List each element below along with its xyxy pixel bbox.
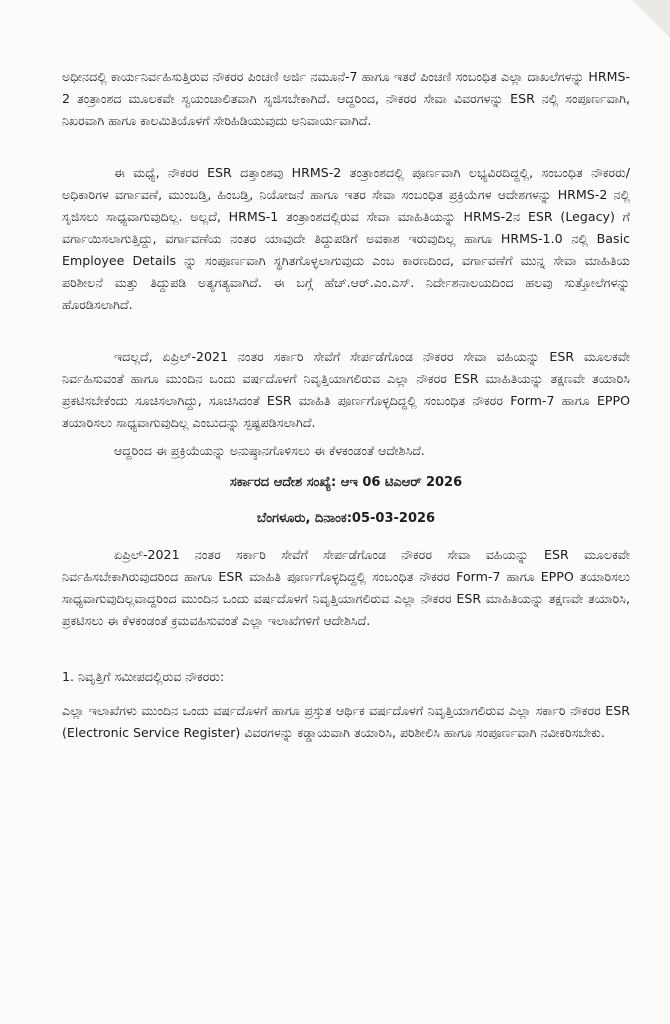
paragraph-order-directive: ಏಪ್ರಿಲ್-2021 ನಂತರ ಸರ್ಕಾರಿ ಸೇವೆಗೆ ಸೇರ್ಪಡೆಗೊಂಡ ನೌಕರರ ಸೇವಾ ವಹಿಯನ್ನು ESR ಮೂಲಕವೇ ನಿರ್ವಹಿಸಬೇಕಾಗಿರುವುದರಿಂದ ಹಾಗೂ ESR ಮಾಹಿತಿ ಪೂರ್ಣಗೊಳ್ಳದಿದ್ದಲ್ಲಿ ಸಂಬಂಧಿತ ನೌಕರರ Form-7 ಹಾಗೂ EPPO ತಯಾರಿಸಲು ಸಾಧ್ಯವಾಗುವುದಿಲ್ಲವಾದ್ದರಿಂದ ಮುಂದಿನ ಒಂದು ವರ್ಷದೊಳಗೆ ನಿವೃತ್ತಿಯಾಗಲಿರುವ ಎಲ್ಲಾ ನೌಕರರ ESR ಮಾಹಿತಿಯನ್ನು ತಕ್ಷಣವೇ ತಯಾರಿಸಿ, ಪ್ರಕಟಿಸಲು ಈ ಕೆಳಕಂಡಂತೆ ಕ್ರಮವಹಿಸುವಂತೆ ಎಲ್ಲಾ ಇಲಾಖೆಗಳಿಗೆ ಆದೇಶಿಸಿದೆ.	[62, 547, 630, 628]
paragraph-pension-forms: ಅಧೀನದಲ್ಲಿ ಕಾರ್ಯನಿರ್ವಹಿಸುತ್ತಿರುವ ನೌಕರರ ಪಿಂಚಣಿ ಅರ್ಜಿ ನಮೂನೆ-7 ಹಾಗೂ ಇತರೆ ಪಿಂಚಣಿ ಸಂಬಂಧಿತ ಎಲ್ಲಾ ದಾಖಲೆಗಳನ್ನು HRMS-2 ತಂತ್ರಾಂಶದ ಮೂಲಕವೇ ಸ್ವಯಂಚಾಲಿತವಾಗಿ ಸೃಜಿಸಬೇಕಾಗಿದೆ. ಆದ್ದರಿಂದ, ನೌಕರರ ಸೇವಾ ವಿವರಗಳನ್ನು ESR ನಲ್ಲಿ ಸಂಪೂರ್ಣವಾಗಿ, ನಿಖರವಾಗಿ ಹಾಗೂ ಕಾಲಮಿತಿಯೊಳಗೆ ಸೇರಿಹಿಡಿಯುವುದು ಅನಿವಾರ್ಯವಾಗಿದೆ.	[62, 69, 630, 128]
order-number: ಸರ್ಕಾರದ ಆದೇಶ ಸಂಖ್ಯೆ: ಆಇ 06 ಟಿಎಆರ್ 2026	[229, 475, 463, 490]
page-corner-fold	[632, 0, 670, 38]
paragraph-order-intro: ಆದ್ದರಿಂದ ಈ ಪ್ರಕ್ರಿಯೆಯನ್ನು ಅನುಷ್ಠಾನಗೊಳಿಸಲು ಈ ಕೆಳಕಂಡಂತೆ ಆದೇಶಿಸಿದೆ.	[114, 443, 425, 458]
section-heading-retiring-employees: 1. ನಿವೃತ್ತಿಗೆ ಸಮೀಪದಲ್ಲಿರುವ ನೌಕರರು:	[62, 669, 225, 684]
order-place-date: ಬೆಂಗಳೂರು, ದಿನಾಂಕ:05-03-2026	[256, 511, 436, 526]
paragraph-esr-after-2021: ಇದಲ್ಲದೆ, ಏಪ್ರಿಲ್-2021 ನಂತರ ಸರ್ಕಾರಿ ಸೇವೆಗೆ ಸೇರ್ಪಡೆಗೊಂಡ ನೌಕರರ ಸೇವಾ ವಹಿಯನ್ನು ESR ಮೂಲಕವೇ ನಿರ್ವಹಿಸುವಂತೆ ಹಾಗೂ ಮುಂದಿನ ಒಂದು ವರ್ಷದೊಳಗೆ ನಿವೃತ್ತಿಯಾಗಲಿರುವ ಎಲ್ಲಾ ನೌಕರರ ESR ಮಾಹಿತಿಯನ್ನು ತಕ್ಷಣವೇ ತಯಾರಿಸಿ ಪ್ರಕಟಿಸಬೇಕೆಂದು ಸೂಚಿಸಲಾಗಿದ್ದು, ಸೂಚಿಸಿದಂತೆ ESR ಮಾಹಿತಿ ಪೂರ್ಣಗೊಳ್ಳದಿದ್ದಲ್ಲಿ ಸಂಬಂಧಿತ ನೌಕರರ Form-7 ಹಾಗೂ EPPO ತಯಾರಿಸಲು ಸಾಧ್ಯವಾಗುವುದಿಲ್ಲ ಎಂಬುದನ್ನು ಸ್ಪಷ್ಟಪಡಿಸಲಾಗಿದೆ.	[62, 349, 630, 430]
paragraph-esr-data-status: ಈ ಮಧ್ಯೆ, ನೌಕರರ ESR ದತ್ತಾಂಶವು HRMS-2 ತಂತ್ರಾಂಶದಲ್ಲಿ ಪೂರ್ಣವಾಗಿ ಲಭ್ಯವಿರದಿದ್ದಲ್ಲಿ, ಸಂಬಂಧಿತ ನೌಕರರು/ಅಧಿಕಾರಿಗಳ ವರ್ಗಾವಣೆ, ಮುಂಬಡ್ತಿ, ಹಿಂಬಡ್ತಿ, ನಿಯೋಜನೆ ಹಾಗೂ ಇತರ ಸೇವಾ ಸಂಬಂಧಿತ ಪ್ರಕ್ರಿಯೆಗಳ ಆದೇಶಗಳನ್ನು HRMS-2 ನಲ್ಲಿ ಸೃಜಿಸಲು ಸಾಧ್ಯವಾಗುವುದಿಲ್ಲ. ಅಲ್ಲದೆ, HRMS-1 ತಂತ್ರಾಂಶದಲ್ಲಿರುವ ಸೇವಾ ಮಾಹಿತಿಯನ್ನು HRMS-2ನ ESR (Legacy) ಗೆ ವರ್ಗಾಯಿಸಲಾಗುತ್ತಿದ್ದು, ವರ್ಗಾವಣೆಯ ನಂತರ ಯಾವುದೇ ತಿದ್ದುಪಡಿಗೆ ಅವಕಾಶ ಇರುವುದಿಲ್ಲ ಹಾಗೂ HRMS-1.0 ನಲ್ಲಿ Basic Employee Details ನ್ನು ಸಂಪೂರ್ಣವಾಗಿ ಸ್ಥಗಿತಗೊಳ್ಳಲಾಗುವುದು ಎಂಬ ಕಾರಣದಿಂದ, ವರ್ಗಾವಣೆಗೆ ಮುನ್ನ ಸೇವಾ ಮಾಹಿತಿಯ ಪರಿಶೀಲನೆ ಮತ್ತು ತಿದ್ದುಪಡಿ ಅತ್ಯಗತ್ಯವಾಗಿದೆ. ಈ ಬಗ್ಗೆ ಹೆಚ್.ಆರ್.ಎಂ.ಎಸ್. ನಿರ್ದೇಶನಾಲಯದಿಂದ ಹಲವು ಸುತ್ತೋಲೆಗಳನ್ನು ಹೊರಡಿಸಲಾಗಿದೆ.	[62, 165, 630, 312]
section-text-retiring-employees: ಎಲ್ಲಾ ಇಲಾಖೆಗಳು ಮುಂದಿನ ಒಂದು ವರ್ಷದೊಳಗೆ ಹಾಗೂ ಪ್ರಸ್ತುತ ಆರ್ಥಿಕ ವರ್ಷದೊಳಗೆ ನಿವೃತ್ತಿಯಾಗಲಿರುವ ಎಲ್ಲಾ ಸರ್ಕಾರಿ ನೌಕರರ ESR (Electronic Service Register) ವಿವರಗಳನ್ನು ಕಡ್ಡಾಯವಾಗಿ ತಯಾರಿಸಿ, ಪರಿಶೀಲಿಸಿ ಹಾಗೂ ಸಂಪೂರ್ಣವಾಗಿ ನವೀಕರಿಸಬೇಕು.	[62, 703, 630, 740]
